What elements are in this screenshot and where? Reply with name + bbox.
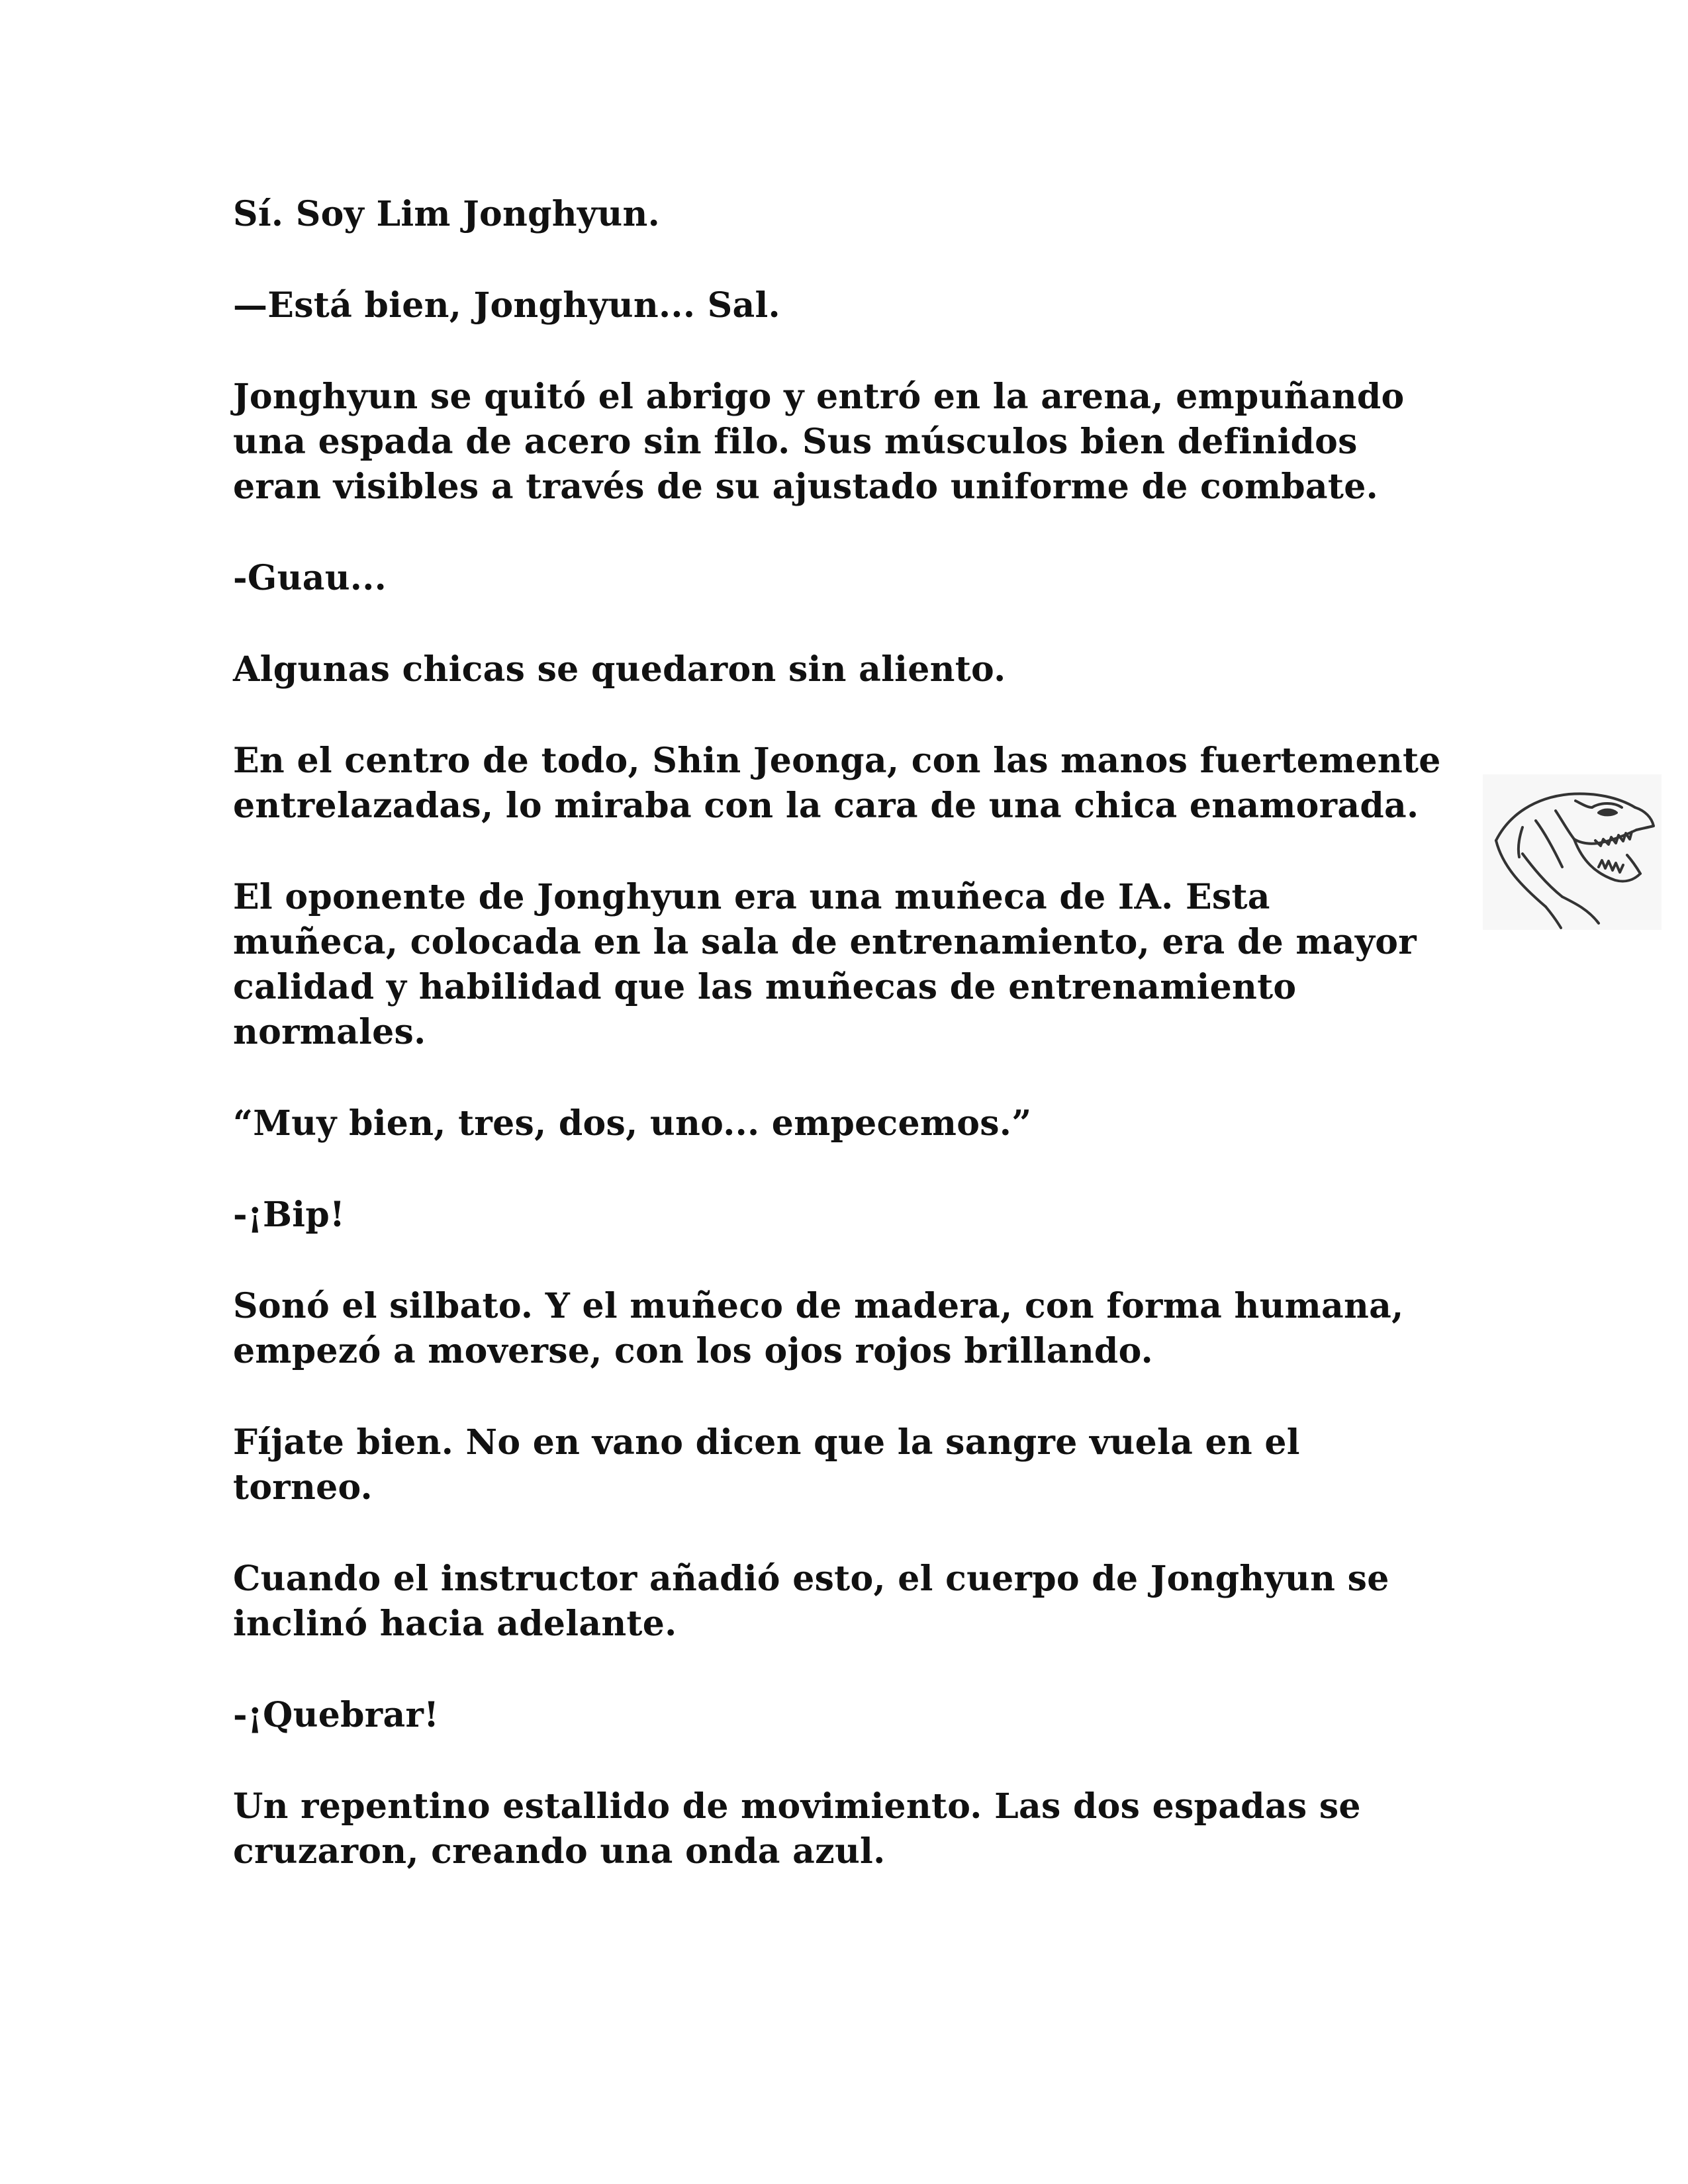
dinosaur-head-icon	[1483, 774, 1662, 930]
paragraph: Un repentino estallido de movimiento. Las dos espadas se cruzaron, creando una onda azul.	[233, 1786, 1361, 1872]
paragraph: -¡Bip!	[233, 1195, 346, 1235]
paragraph: En el centro de todo, Shin Jeonga, con las manos fuertemente entrelazadas, lo miraba con la cara de una chica enamorada.	[233, 741, 1441, 826]
paragraph: -¡Quebrar!	[233, 1695, 440, 1735]
paragraph: Fíjate bien. No en vano dicen que la sangre vuela en el torneo.	[233, 1422, 1300, 1508]
body-text	[233, 192, 1491, 1921]
paragraph: Jonghyun se quitó el abrigo y entró en la arena, empuñando una espada de acero sin filo. Sus músculos bien definidos eran visibles a través de su ajustado uniforme de combate.	[233, 377, 1405, 507]
paragraph: “Muy bien, tres, dos, uno... empecemos.”	[233, 1103, 1032, 1144]
paragraph: Cuando el instructor añadió esto, el cuerpo de Jonghyun se inclinó hacia adelante.	[233, 1559, 1389, 1644]
paragraph: Sí. Soy Lim Jonghyun.	[233, 194, 661, 234]
paragraph: —Está bien, Jonghyun... Sal.	[233, 285, 780, 326]
paragraph: Sonó el silbato. Y el muñeco de madera, con forma humana, empezó a moverse, con los ojos rojos brillando.	[233, 1286, 1404, 1371]
paragraph: Algunas chicas se quedaron sin aliento.	[233, 649, 1006, 690]
paragraph: El oponente de Jonghyun era una muñeca de IA. Esta muñeca, colocada en la sala de entrenamiento, era de mayor calidad y habilidad que las muñecas de entrenamiento normales.	[233, 877, 1417, 1052]
paragraph: -Guau...	[233, 558, 387, 598]
